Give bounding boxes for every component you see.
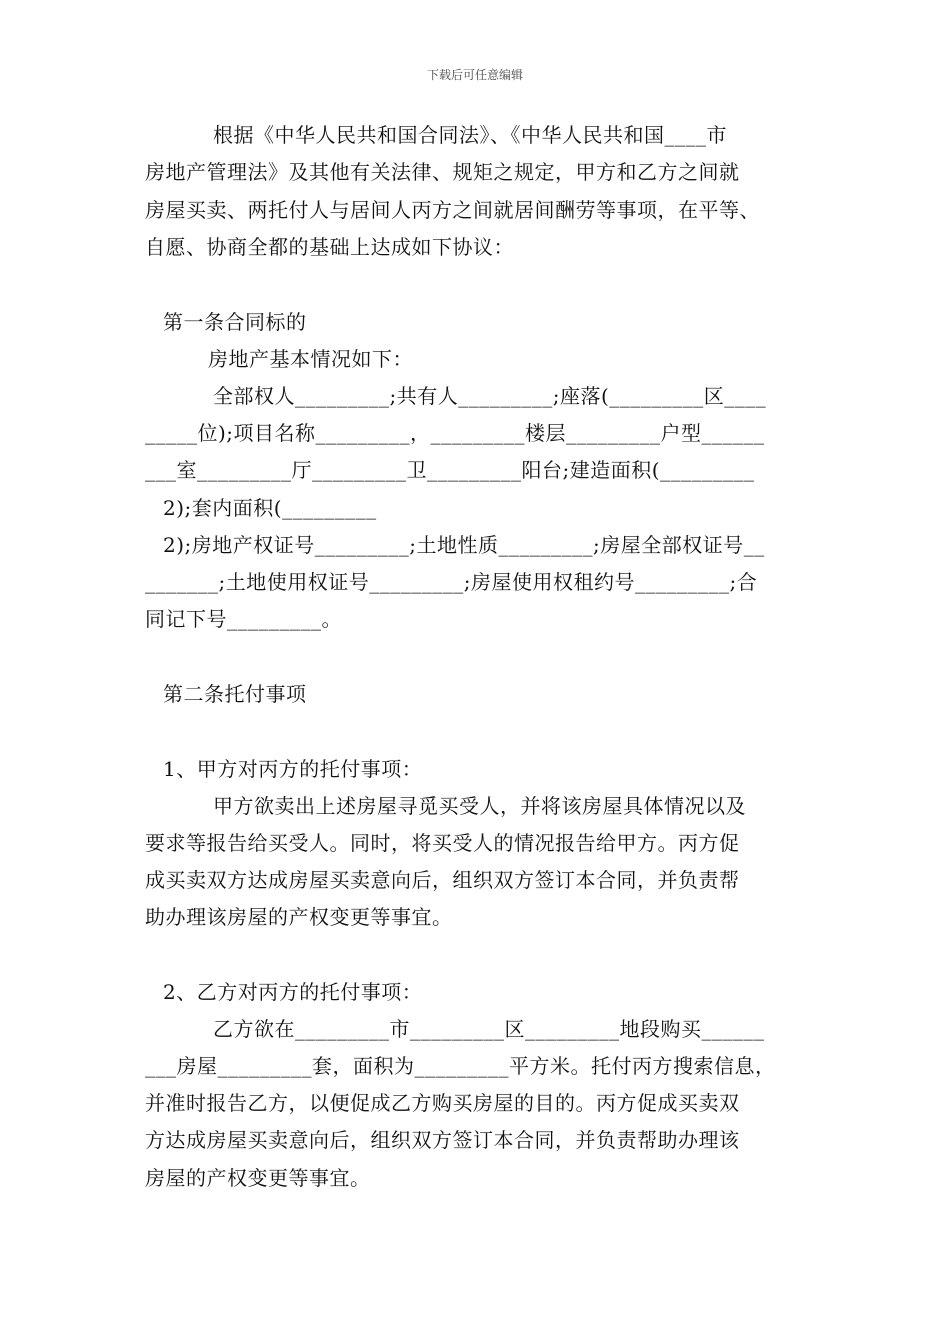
paragraph-line: 乙方欲在_________市_________区_________地段购买______ (213, 1017, 765, 1041)
paragraph-line: 2);房地产权证号_________;土地性质_________;房屋全部权证号__ (163, 533, 765, 557)
paragraph-line: 甲方欲卖出上述房屋寻觅买受人，并将该房屋具体情况以及 (213, 794, 746, 818)
subsection-heading: 2、乙方对丙方的托付事项： (163, 980, 423, 1004)
paragraph-line: 自愿、协商全都的基础上达成如下协议： (145, 235, 514, 259)
paragraph-line: 房屋买卖、两托付人与居间人丙方之间就居间酬劳等事项，在平等、 (145, 198, 760, 222)
paragraph-line: _______;土地使用权证号_________;房屋使用权租约号_________;合 (145, 570, 758, 594)
paragraph-line: _____位);项目名称_________，_________楼层_________户型______ (145, 421, 765, 445)
section-heading: 第一条合同标的 (163, 310, 307, 334)
paragraph-line: 房地产管理法》及其他有关法律、规矩之规定，甲方和乙方之间就 (145, 160, 740, 184)
paragraph-line: 助办理该房屋的产权变更等事宜。 (145, 905, 453, 929)
paragraph-line: 全部权人_________;共有人_________;座落(_________区____ (213, 384, 767, 408)
paragraph-line: 成买卖双方达成房屋买卖意向后，组织双方签订本合同，并负责帮 (145, 868, 740, 892)
paragraph-line: 方达成房屋买卖意向后，组织双方签订本合同，并负责帮助办理该 (145, 1128, 740, 1152)
paragraph-line: ___房屋_________套，面积为_________平方米。托付丙方搜索信息， (145, 1054, 776, 1078)
subsection-heading: 1、甲方对丙方的托付事项： (163, 757, 423, 781)
paragraph-line: 根据《中华人民共和国合同法》、《中华人民共和国____市 (213, 123, 727, 147)
paragraph-line: 房地产基本情况如下： (208, 347, 413, 371)
paragraph-line: 同记下号_________。 (145, 607, 342, 631)
page-header: 下载后可任意编辑 (426, 68, 523, 82)
paragraph-line: 并准时报告乙方，以便促成乙方购买房屋的目的。丙方促成买卖双 (145, 1091, 740, 1115)
paragraph-line: ___室_________厅_________卫_________阳台;建造面积(_________ (145, 458, 755, 482)
paragraph-line: 房屋的产权变更等事宜。 (145, 1166, 371, 1190)
section-heading: 第二条托付事项 (163, 682, 307, 706)
paragraph-line: 2);套内面积(_________ (163, 496, 377, 520)
paragraph-line: 要求等报告给买受人。同时，将买受人的情况报告给甲方。丙方促 (145, 831, 740, 855)
